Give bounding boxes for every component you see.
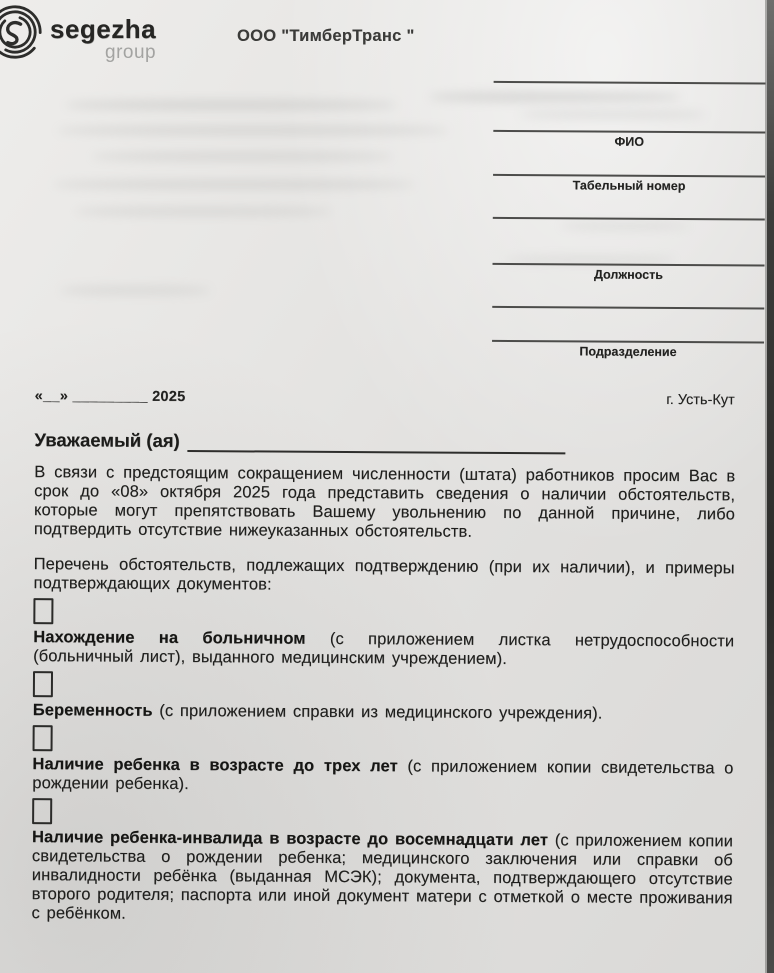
field-label-employee-number: Табельный номер [572,178,686,194]
salutation-row [34,429,735,455]
checkbox-disabled-child[interactable] [32,798,52,824]
paragraph-intro: В связи с предстоящим сокращением численности (штата) работников просим Вас в срок до «08» октября 2025 года представить сведения о наличии обстоятельств, которые могут препятствовать Вашему увольнению по данной причине, либо подтвердить отсутствие нижеуказанных обстоятельств. [33,463,736,541]
signature-line [494,81,766,85]
city-label: г. Усть-Кут [666,391,735,409]
field-label-position: Должность [593,267,663,282]
salutation-title: Уважаемый (ая) [34,429,180,451]
signature-line [492,340,764,344]
letter-body [31,429,735,932]
signature-line [493,130,765,134]
field-label-fio: ФИО [614,134,644,149]
date-blank: «__» _________ 2025 [34,388,186,406]
checklist-item [31,828,733,927]
checkbox-child-under-three[interactable] [33,725,53,751]
checklist-item-title: Нахождение на больничном [33,628,306,648]
checklist-item-title: Наличие ребенка в возрасте до трех лет [32,755,398,776]
company-title: ООО "ТимберТранс " [237,27,415,45]
checklist-item-title: Наличие ребенка-инвалида в возрасте до восемнадцати лет [31,828,549,850]
signature-line [492,306,764,310]
checklist-item [33,701,734,724]
field-label-department: Подразделение [579,344,677,360]
brand-name: segezha [50,14,157,44]
signature-line [493,263,765,267]
checkbox-sick-leave[interactable] [33,598,53,624]
checklist-item-description: (с приложением листка нетрудоспособности (больничный лист), выданного медицинским учреждением). [33,629,735,668]
brand-subname: group [105,42,157,63]
checklist-item-title: Беременность [32,701,153,720]
signature-line [493,174,765,178]
paragraph-list-intro: Перечень обстоятельств, подлежащих подтверждению (при их наличии), и примеры подтверждающих документов: [33,555,735,594]
checklist-item [33,628,734,670]
checkbox-pregnancy[interactable] [33,671,53,697]
checklist-item-description: (с приложением копии свидетельства о рождении ребенка; медицинского заключения или справки об инвалидности ребёнка (выданная МСЭК); документа, подтверждающего отсутствие второго родителя; паспорта или иной документ матери с отметкой о месте проживания с ребёнком. [31,831,734,923]
checklist-item [32,755,733,797]
date-city-row [35,388,735,408]
photo-edge [767,0,774,973]
checklist-item-description: (с приложением копии свидетельства о рождении ребенка). [32,757,734,794]
signature-line [493,217,765,221]
checklist-item-description: (с приложением справки из медицинского учреждения). [159,701,603,723]
name-blank-line [188,434,566,454]
signature-block [494,73,766,360]
